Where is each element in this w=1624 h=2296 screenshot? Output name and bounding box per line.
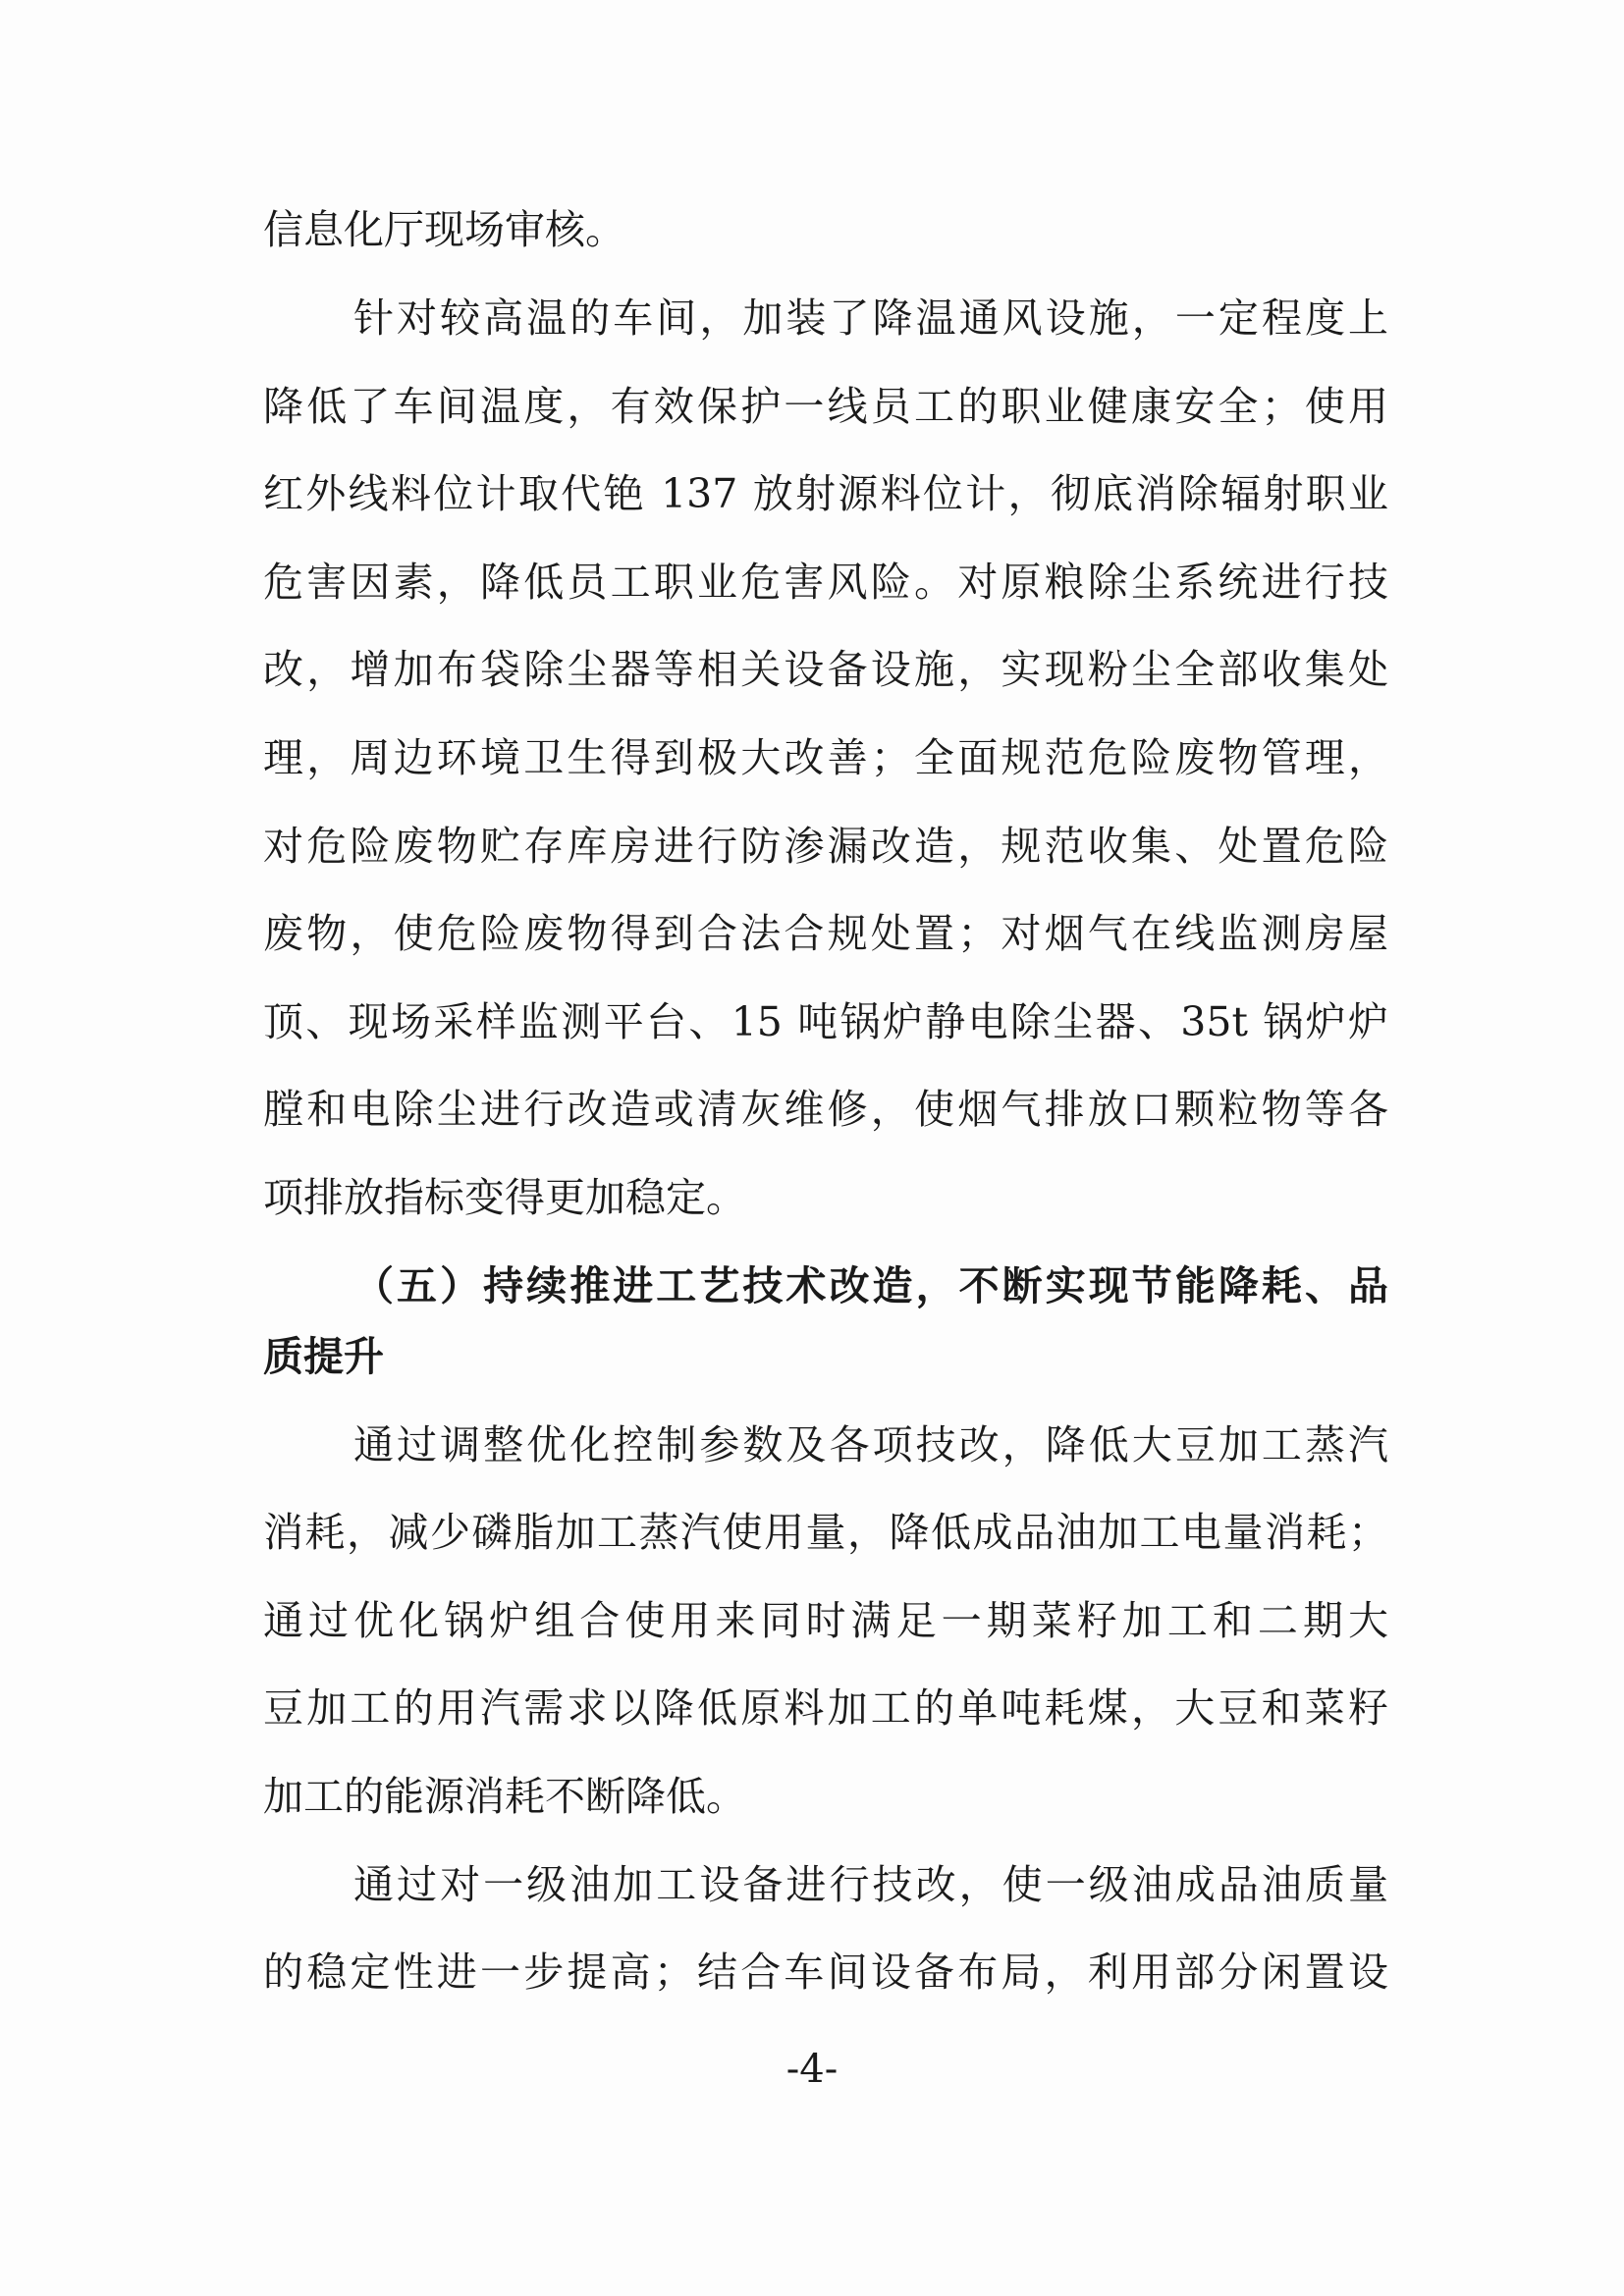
text-line: 豆加工的用汽需求以降低原料加工的单吨耗煤，大豆和菜籽 [263,1684,1388,1732]
text-line: 改，增加布袋除尘器等相关设备设施，实现粉尘全部收集处 [263,646,1388,693]
page-number: -4- [785,2047,839,2092]
text-line: 红外线料位计取代铯 137 放射源料位计，彻底消除辐射职业 [263,470,1388,517]
text-line: 理，周边环境卫生得到极大改善；全面规范危险废物管理， [263,734,1388,781]
text-line: 针对较高温的车间，加装了降温通风设施，一定程度上 [353,294,1388,342]
text-line: 膛和电除尘进行改造或清灰维修，使烟气排放口颗粒物等各 [263,1086,1388,1133]
text-line: 废物，使危险废物得到合法合规处置；对烟气在线监测房屋 [263,910,1388,957]
text-line: 消耗，减少磷脂加工蒸汽使用量，降低成品油加工电量消耗； [263,1509,1388,1556]
section-heading: （五）持续推进工艺技术改造，不断实现节能降耗、品 [353,1262,1388,1309]
text-line: 项排放指标变得更加稳定。 [263,1174,746,1221]
text-line: 通过调整优化控制参数及各项技改，降低大豆加工蒸汽 [353,1421,1388,1468]
text-line: 的稳定性进一步提高；结合车间设备布局，利用部分闲置设 [263,1949,1388,1996]
text-line: 通过优化锅炉组合使用来同时满足一期菜籽加工和二期大 [263,1597,1388,1644]
text-line: 加工的能源消耗不断降低。 [263,1773,746,1820]
text-line: 危害因素，降低员工职业危害风险。对原粮除尘系统进行技 [263,559,1388,606]
text-line: 降低了车间温度，有效保护一线员工的职业健康安全；使用 [263,383,1388,430]
section-heading: 质提升 [263,1333,384,1380]
text-line: 通过对一级油加工设备进行技改，使一级油成品油质量 [353,1861,1388,1908]
text-line: 对危险废物贮存库房进行防渗漏改造，规范收集、处置危险 [263,823,1388,870]
text-line: 信息化厅现场审核。 [263,206,625,253]
text-line: 顶、现场采样监测平台、15 吨锅炉静电除尘器、35t 锅炉炉 [263,998,1388,1045]
